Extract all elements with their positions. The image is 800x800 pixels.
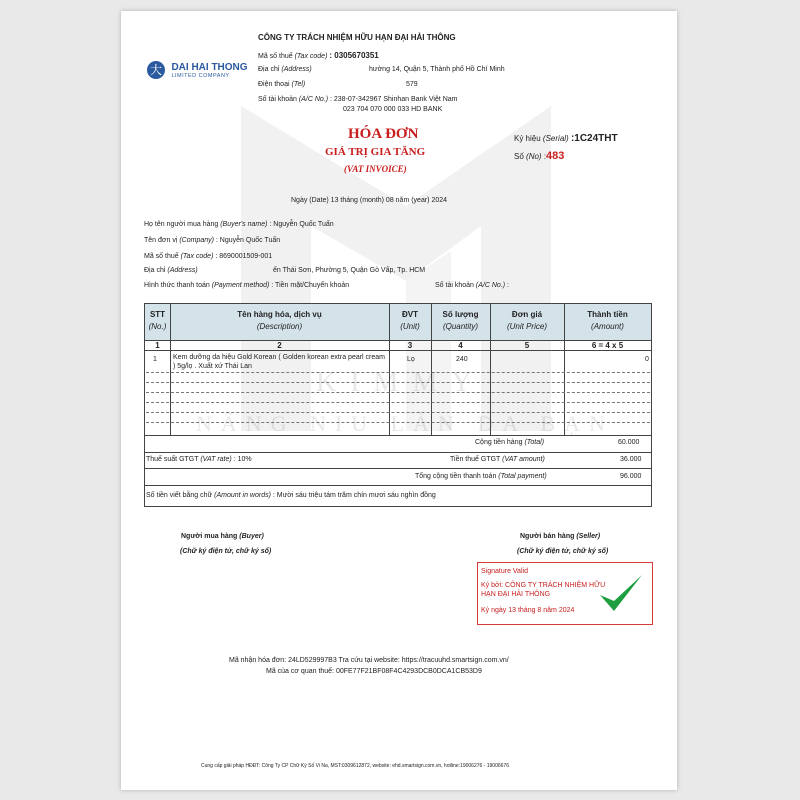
- buyer-account-row: Số tài khoản (A/C No.) :: [435, 282, 509, 289]
- totals-block: [144, 435, 652, 507]
- header-unit: ĐVT (Unit): [400, 310, 420, 331]
- seller-tax-code: : 0305670351: [329, 51, 379, 60]
- seller-address-row: Địa chỉ (Address): [258, 66, 312, 73]
- invoice-lookup-code: Mã nhận hóa đơn: 24LD529997B3 Tra cứu tại website: https://tracuuhd.smartsign.com.vn/: [229, 657, 509, 664]
- seller-address: hường 14, Quận 5, Thành phố Hồ Chí Minh: [369, 66, 505, 73]
- serial-value: :1C24THT: [570, 133, 618, 144]
- vat-rate-row: Thuế suất GTGT (VAT rate) : 10%: [146, 456, 252, 463]
- buyer-address-row: Địa chỉ (Address): [144, 267, 198, 274]
- invoice-title: HÓA ĐƠN: [348, 126, 419, 142]
- payment-row: Hình thức thanh toán (Payment method) : Tiền mặt/Chuyển khoản: [144, 282, 350, 289]
- header-unit-price: Đơn giá (Unit Price): [506, 310, 547, 331]
- buyer-company-row: Tên đơn vị (Company) : Nguyễn Quốc Tuấn: [144, 237, 281, 244]
- row-1-stt: 1: [153, 356, 157, 363]
- invoice-date: Ngày (Date) 13 tháng (month) 08 năm (year) 2024: [291, 197, 448, 204]
- buyer-company: : Nguyễn Quốc Tuấn: [215, 237, 281, 244]
- watermark-line2: NÂNG NIU LÀN DA BẠN: [196, 411, 614, 436]
- digital-signature-box[interactable]: [477, 562, 653, 625]
- vat-amount-value: 36.000: [620, 456, 642, 463]
- signature-valid-label: Signature Valid: [481, 568, 528, 575]
- seller-company-name: CÔNG TY TRÁCH NHIỆM HỮU HẠN ĐẠI HẢI THÔNG: [258, 33, 456, 42]
- number-row: Số (No) :483: [514, 150, 565, 162]
- check-mark-icon: [598, 571, 644, 615]
- signed-date: Ký ngày 13 tháng 8 năm 2024: [481, 607, 575, 614]
- col-num-1: 1: [155, 341, 160, 350]
- tax-authority-code: Mã của cơ quan thuế: 00FE77F21BF08F4C4293DCB0DCA1CB53D9: [266, 668, 482, 675]
- amount-in-words-row: Số tiền viết bằng chữ (Amount in words) : Mười sáu triệu tám trăm chín mươi sáu nghìn đồng: [146, 492, 436, 499]
- company-logo: [147, 61, 248, 79]
- total-payment-value: 96.000: [620, 473, 642, 480]
- invoice-subtitle-en: (VAT INVOICE): [344, 164, 407, 174]
- header-description: Tên hàng hóa, dịch vụ (Description): [237, 310, 322, 331]
- buyer-signature-note: (Chữ ký điện tử, chữ ký số): [180, 548, 272, 555]
- buyer-name-row: Họ tên người mua hàng (Buyer's name) : Nguyễn Quốc Tuấn: [144, 221, 334, 228]
- seller-phone-row: Điện thoại (Tel): [258, 81, 306, 88]
- col-num-2: 2: [277, 341, 282, 350]
- seller-account-line2: 023 704 070 000 033 HD BANK: [343, 106, 443, 113]
- provider-info: Cung cấp giải pháp HĐĐT: Công Ty CP Chữ Ký Số Vi Na, MST:0309612872, website: ehd.smartsign.com.vn, hotline:19006276 - 19006676: [201, 763, 509, 769]
- total-payment-label: Tổng cộng tiền thanh toán (Total payment): [415, 473, 547, 480]
- col-num-5: 5: [524, 341, 530, 350]
- col-num-3: 3: [407, 341, 413, 350]
- row-1-quantity: 240: [456, 356, 468, 363]
- subtotal-value: 60.000: [618, 439, 640, 446]
- col-num-4: 4: [458, 341, 463, 350]
- header-quantity: Số lượng (Quantity): [442, 310, 479, 331]
- logo-text: DAI HAI THONG: [171, 61, 248, 73]
- col-num-6: 6 = 4 x 5: [591, 341, 624, 350]
- invoice-subtitle: GIÁ TRỊ GIA TĂNG: [325, 146, 426, 158]
- header-stt: STT (No.): [148, 310, 167, 331]
- row-1-unit: Lọ: [407, 356, 415, 363]
- row-1-description: Kem dưỡng da hiệu Gold Korean ( Golden korean extra pearl cream ) 5g/lọ . Xuất xứ Thái Lan: [173, 354, 386, 370]
- amount-in-words: : Mười sáu triệu tám trăm chín mươi sáu nghìn đồng: [272, 492, 436, 499]
- buyer-address: ến Thái Sơn, Phường 5, Quận Gò Vấp, Tp. HCM: [273, 267, 426, 274]
- seller-signature-note: (Chữ ký điện tử, chữ ký số): [517, 548, 609, 555]
- seller-account-line1: : 238-07-342967 Shinhan Bank Việt Nam: [330, 96, 458, 103]
- vat-rate: : 10%: [233, 456, 252, 463]
- logo-subtext: LIMITED COMPANY: [171, 72, 230, 79]
- buyer-tax-row: Mã số thuế (Tax code) : 8690001509-001: [144, 253, 273, 260]
- subtotal-label: Cộng tiền hàng (Total): [475, 439, 545, 446]
- row-1-amount: 0: [645, 356, 649, 363]
- watermark-line1: KIMMY: [316, 367, 486, 398]
- seller-account-row: Số tài khoản (A/C No.) : 238-07-342967 Shinhan Bank Việt Nam: [258, 96, 458, 103]
- payment-method: : Tiền mặt/Chuyển khoản: [271, 282, 350, 289]
- signed-by: Ký bởi: CÔNG TY TRÁCH NHIỆM HỮU HẠN ĐẠI HẢI THÔNG: [481, 582, 606, 598]
- invoice-sheet: [121, 11, 677, 790]
- buyer-name: : Nguyễn Quốc Tuấn: [269, 221, 334, 228]
- serial-row: Ký hiệu (Serial) :1C24THT: [514, 133, 618, 144]
- vat-amount-label: Tiền thuế GTGT (VAT amount): [450, 456, 545, 463]
- invoice-number: 483: [546, 150, 565, 162]
- header-amount: Thành tiền (Amount): [587, 310, 628, 331]
- seller-tax-code-row: Mã số thuế (Tax code) : 0305670351: [258, 51, 379, 60]
- buyer-signature-title: Người mua hàng (Buyer): [181, 533, 264, 540]
- buyer-tax-code: : 8690001509-001: [215, 253, 273, 260]
- seller-phone: 579: [406, 81, 418, 88]
- seller-signature-title: Người bán hàng (Seller): [520, 533, 601, 540]
- logo-mark-icon: 大: [147, 61, 165, 79]
